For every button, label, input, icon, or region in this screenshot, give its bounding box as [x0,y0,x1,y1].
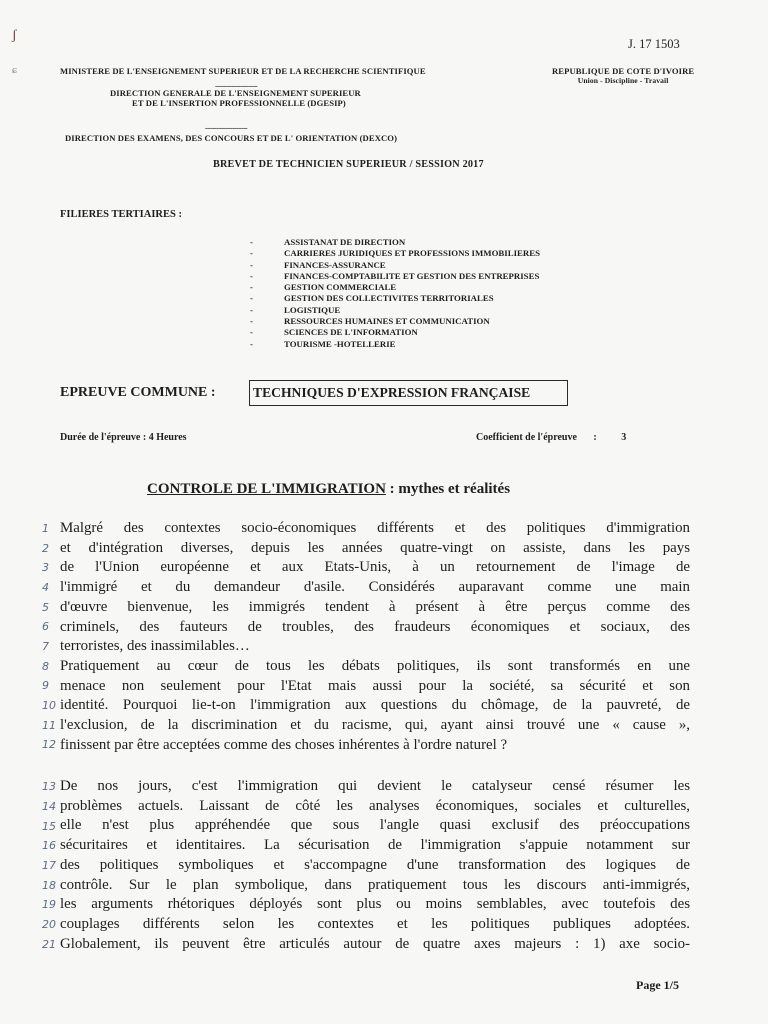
text-line: et d'intégration diverses, depuis les années quatre-vingt on assiste, dans les pays [60,539,690,556]
dexco-header: DIRECTION DES EXAMENS, DES CONCOURS ET DE L' ORIENTATION (DEXCO) [65,133,398,143]
pen-mark: ʃ [12,28,17,43]
margin-line-number: 3 [42,561,49,574]
text-line: terroristes, des inassimilables… [60,638,250,655]
subject-box: TECHNIQUES D'EXPRESSION FRANÇAISE [249,380,568,406]
republic-motto: Union - Discipline - Travail [577,76,669,85]
margin-line-number: 14 [42,800,56,813]
margin-line-number: 4 [42,581,49,594]
text-line: elle n'est plus appréhendée que sous l'angle quasi exclusif des préoccupations [60,817,690,834]
text-title-sub: : mythes et réalités [385,481,511,497]
margin-line-number: 5 [42,601,49,614]
margin-line-number: 15 [42,820,56,833]
duration [60,432,187,443]
margin-line-number: 12 [42,738,56,751]
text-line: d'œuvre bienvenue, les immigrés tendent à présent à être perçus comme des [60,598,690,615]
filieres-list [250,237,540,350]
list-item: - SCIENCES DE L'INFORMATION [250,327,418,338]
list-item: - TOURISME -HOTELLERIE [250,338,396,349]
filieres-label: FILIERES TERTIAIRES : [60,209,182,220]
text-line: criminels, des fauteurs de troubles, des fraudeurs économiques et sociaux, des [60,618,690,635]
margin-line-number: 20 [42,918,56,931]
ministry-header: MINISTERE DE L'ENSEIGNEMENT SUPERIEUR ET DE LA RECHERCHE SCIENTIFIQUE [60,66,426,76]
text-title-main: CONTROLE DE L'IMMIGRATION [147,481,386,497]
margin-line-number: 10 [42,699,56,712]
list-item: - GESTION COMMERCIALE [250,282,397,293]
pen-mark: ɕ [12,64,17,76]
separator: ----------------------- [215,82,258,90]
text-line: problèmes actuels. Laissant de côté les analyses économiques, sociales et culturelles, [60,797,690,814]
paragraph-2 [60,777,690,954]
text-title [147,481,510,498]
list-item: - LOGISTIQUE [250,304,341,315]
dgesip-header [110,88,361,108]
list-item: - RESSOURCES HUMAINES ET COMMUNICATION [250,316,490,327]
text-line: De nos jours, c'est l'immigration qui devient le catalyseur censé résumer les [60,778,690,794]
margin-line-number: 8 [42,660,49,673]
margin-line-number: 19 [42,898,56,911]
margin-line-number: 7 [42,640,49,653]
text-line: contrôle. Sur le plan symbolique, dans pratiquement tous les discours anti-immigrés, [60,876,690,893]
paragraph-1 [60,519,690,755]
margin-line-number: 16 [42,839,56,852]
text-line: Globalement, ils peuvent être articulés autour de quatre axes majeurs : 1) axe socio- [60,935,690,952]
margin-line-number: 18 [42,879,56,892]
separator: ----------------------- [205,124,248,132]
exam-title: BREVET DE TECHNICIEN SUPERIEUR / SESSION 2017 [213,159,484,170]
epreuve-label: EPREUVE COMMUNE : [60,385,216,400]
list-item: - FINANCES-ASSURANCE [250,259,386,270]
text-line: des politiques symboliques et s'accompagne d'une transformation des logiques de [60,856,690,873]
republic-header [552,66,694,85]
republic-name: REPUBLIQUE DE COTE D'IVOIRE [552,66,695,76]
text-line: l'exclusion, de la discrimination et du racisme, qui, ayant ainsi trouvé une « cause », [60,717,690,734]
text-line: l'immigré et du demandeur d'asile. Considérés auparavant comme une main [60,579,690,596]
text-line: sécuritaires et identitaires. La sécurisation de l'immigration s'appuie notamment sur [60,837,690,854]
list-item: - ASSISTANAT DE DIRECTION [250,237,406,247]
duration-label: Durée de l'épreuve : [60,432,147,443]
dgesip-line-1: DIRECTION GENERALE DE L'ENSEIGNEMENT SUPERIEUR [110,88,361,98]
margin-line-number: 9 [42,679,49,692]
text-line: identité. Pourquoi lie-t-on l'immigration aux questions du chômage, de la pauvreté, de [60,697,690,714]
coefficient-label: Coefficient de l'épreuve [476,432,577,443]
margin-line-number: 11 [42,719,56,732]
list-item: - CARRIERES JURIDIQUES ET PROFESSIONS IMMOBILIERES [250,248,540,259]
margin-line-number: 2 [42,542,49,555]
text-line: Malgré des contextes socio-économiques différents et des politiques d'immigration [60,520,690,536]
coefficient [476,432,626,443]
margin-line-number: 13 [42,780,56,793]
text-line: Pratiquement au cœur de tous les débats politiques, ils sont transformés en une [60,657,690,674]
margin-line-number: 21 [42,938,56,951]
text-line: les arguments rhétoriques déployés sont plus ou moins semblables, avec toutefois des [60,896,690,913]
text-line: de l'Union européenne et aux Etats-Unis, à un retournement de l'image de [60,559,690,576]
list-item: - GESTION DES COLLECTIVITES TERRITORIALES [250,293,494,304]
list-item: - FINANCES-COMPTABILITE ET GESTION DES ENTREPRISES [250,270,540,281]
text-line: couplages différents selon les contextes et les politiques publiques adoptées. [60,915,690,932]
duration-value: 4 Heures [148,432,187,443]
margin-line-number: 6 [42,620,49,633]
text-line: finissent par être acceptées comme des choses inhérentes à l'ordre naturel ? [60,736,508,753]
coefficient-value: 3 [621,432,627,443]
document-reference: J. 17 1503 [628,37,680,51]
margin-line-number: 1 [42,522,49,535]
coefficient-separator: : [593,432,597,443]
margin-line-number: 17 [42,859,56,872]
page-number: Page 1/5 [636,978,679,992]
text-line: menace non seulement pour l'Etat mais aussi pour la société, sa sécurité et son [60,677,690,694]
dgesip-line-2: ET DE L'INSERTION PROFESSIONNELLE (DGESIP) [132,98,346,108]
